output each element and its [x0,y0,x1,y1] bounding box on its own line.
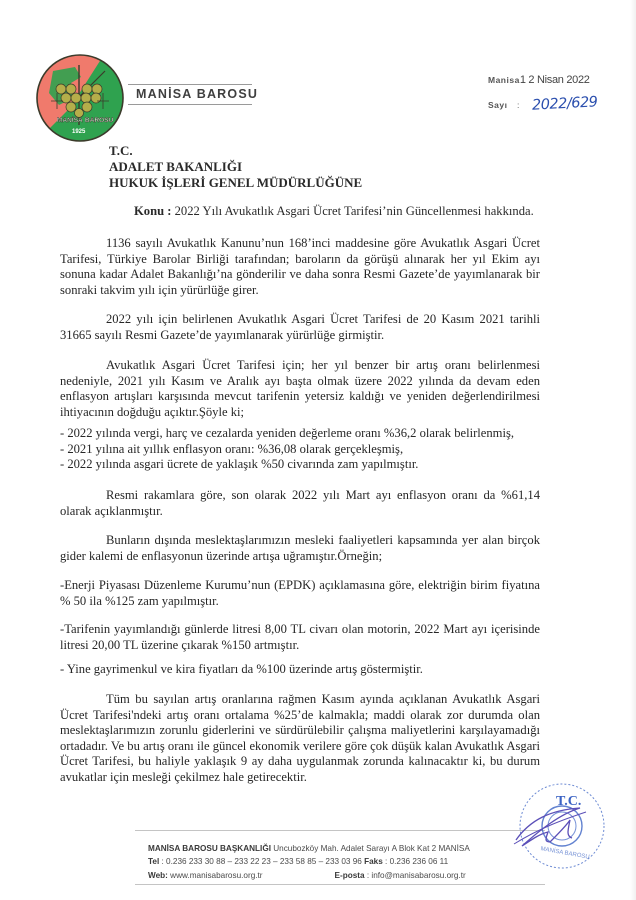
paragraph-7 [60,622,540,653]
logo-rule-top [128,84,252,85]
official-stamp [510,780,608,874]
paragraph-text: -Tarifenin yayımlandığı günlerde litresi 8,00 TL civarı olan motorin, 2022 Mart ayı içerisinde litresi 20,00 TL üzerine çıkarak %150 artmıştır. [60,622,540,652]
footer-org: MANİSA BAROSU BAŞKANLIĞI [148,844,271,853]
footer-address-line [148,842,470,855]
paragraph-4 [60,488,540,519]
email-link[interactable]: : info@manisabarosu.org.tr [364,870,466,880]
addressee-line-2: ADALET BAKANLIĞI [109,159,243,174]
logo-rule-bottom [128,104,252,105]
subject-label: Konu : [134,204,172,218]
footer-rule-top [135,830,545,831]
paragraph-text: 1136 sayılı Avukatlık Kanunu’nun 168’inci maddesine göre Avukatlık Asgari Ücret Tarifesi, Türkiye Barolar Birliği tarafından; baroların da görüşü alınarak her yıl Ekim ayı sonuna kadar Adalet Bakanlığı’na gönderilir ve daha sonra Resmi Gazete’de yayımlanarak bir sonraki takvim yılı için yürürlüğe girer. [60,236,540,297]
page-edge [630,0,636,900]
paragraph-1 [60,236,540,298]
paragraph-6 [60,578,540,609]
paragraph-9 [60,692,540,785]
handwritten-number: 2022/629 [531,94,598,114]
paragraph-text: - Yine gayrimenkul ve kira fiyatları da %100 üzerinde artış göstermiştir. [60,662,423,676]
tel-numbers: : 0.236 233 30 88 – 233 22 23 – 233 58 85 – 233 03 96 [159,857,365,867]
list-item: - 2022 yılında vergi, harç ve cezalarda yeniden değerleme oranı %36,2 olarak belirlenmiş, [60,426,515,440]
date-row [488,74,597,92]
date-stamp: 1 2 Nisan 2022 [519,74,590,86]
brand-name: MANİSA BAROSU [136,87,259,101]
inflation-list [60,426,540,473]
addressee-line-3: HUKUK İŞLERİ GENEL MÜDÜRLÜĞÜNE [109,175,363,190]
subject-line [134,204,534,219]
footer-rule-bottom [135,884,545,885]
paragraph-3 [60,358,540,420]
addressee-line-1: T.C. [109,143,133,158]
list-item: - 2022 yılında asgari ücrete de yaklaşık %50 civarında zam yapılmıştır. [60,457,419,471]
document-meta [488,74,598,114]
list-item: - 2021 yılına ait yıllık enflasyon oranı: %36,08 olarak gerçekleşmiş, [60,441,404,456]
manisa-barosu-logo [35,53,125,143]
tel-label: Tel [148,857,160,867]
paragraph-8 [60,662,540,678]
number-row [488,92,598,114]
fax-label: Faks [364,857,383,867]
paragraph-text: -Enerji Piyasası Düzenleme Kurumu’nun (EPDK) açıklamasına göre, elektriğin birim fiyatına % 50 ila %125 zam yapılmıştır. [60,578,540,608]
footer-contact [148,842,470,882]
stamp-text: T.C. [556,794,582,809]
paragraph-2 [60,312,540,343]
footer-address: Uncubozköy Mah. Adalet Sarayı A Blok Kat 2 MANİSA [270,844,470,853]
subject-text: 2022 Yılı Avukatlık Asgari Ücret Tarifesi’nin Güncellenmesi hakkında. [171,204,534,218]
addressee [109,143,362,191]
logo-text-left: MANİSA [57,117,83,124]
logo-text-right: BAROSU [85,117,114,124]
logo-year: 1925 [72,129,86,135]
web-label: Web: [148,870,168,880]
number-label: Sayı [488,100,508,110]
number-separator: : [517,100,520,110]
paragraph-text: Avukatlık Asgari Ücret Tarifesi için; her yıl benzer bir artış oranı belirlenmesi nedeniyle, 2021 yılı Kasım ve Aralık ayı başta olmak üzere 2022 yılında da devam eden enflasyon artışları karşısında mevcut tarifenin yetersiz kaldığı ve yeniden değerlendirilmesi ihtiyacının doğduğu açıktır.Şöyle ki; [60,358,540,419]
paragraph-text: Tüm bu sayılan artış oranlarına rağmen Kasım ayında açıklanan Avukatlık Asgari Ücret Tarifesi'ndeki artış oranı ortalama %25’de kalmakla; maddi olarak zor durumda olan meslektaşlarımızın zorunlu giderlerini ve sürdürülebilir çalışma maliyetlerini karşılayamadığı ortadadır. Ve bu artış oranı ile güncel ekonomik verilere göre çok düşük kalan Avukatlık Asgari Ücret Tarifesi, bu haliyle yaklaşık 9 ay daha uygulanmak zorunda kalınacaktır ki, bu durum avukatlar için mesleği çekilmez hale getirecektir. [60,692,540,784]
paragraph-text: 2022 yılı için belirlenen Avukatlık Asgari Ücret Tarifesi de 20 Kasım 2021 tarihli 31665 sayılı Resmi Gazete’de yayımlanarak yürürlüğe girmiştir. [60,312,540,342]
web-link[interactable]: www.manisabarosu.org.tr [167,870,263,880]
footer-phone-line [148,855,470,868]
paragraph-text: Bunların dışında meslektaşlarımızın mesleki faaliyetleri kapsamında yer alan birçok gider kalemi de enflasyonun üzerinde artışa uğramıştır.Örneğin; [60,533,540,563]
email-label: E-posta [334,870,365,880]
paragraph-text: Resmi rakamlara göre, son olarak 2022 yılı Mart ayı enflasyon oranı da %61,14 olarak açıklanmıştır. [60,488,540,518]
stamp-ring-text: MANİSA BAROSU [539,846,590,861]
fax-number: : 0.236 236 06 11 [382,857,449,867]
footer-web-line [148,869,470,882]
place-label: Manisa [488,75,520,85]
paragraph-5 [60,533,540,564]
